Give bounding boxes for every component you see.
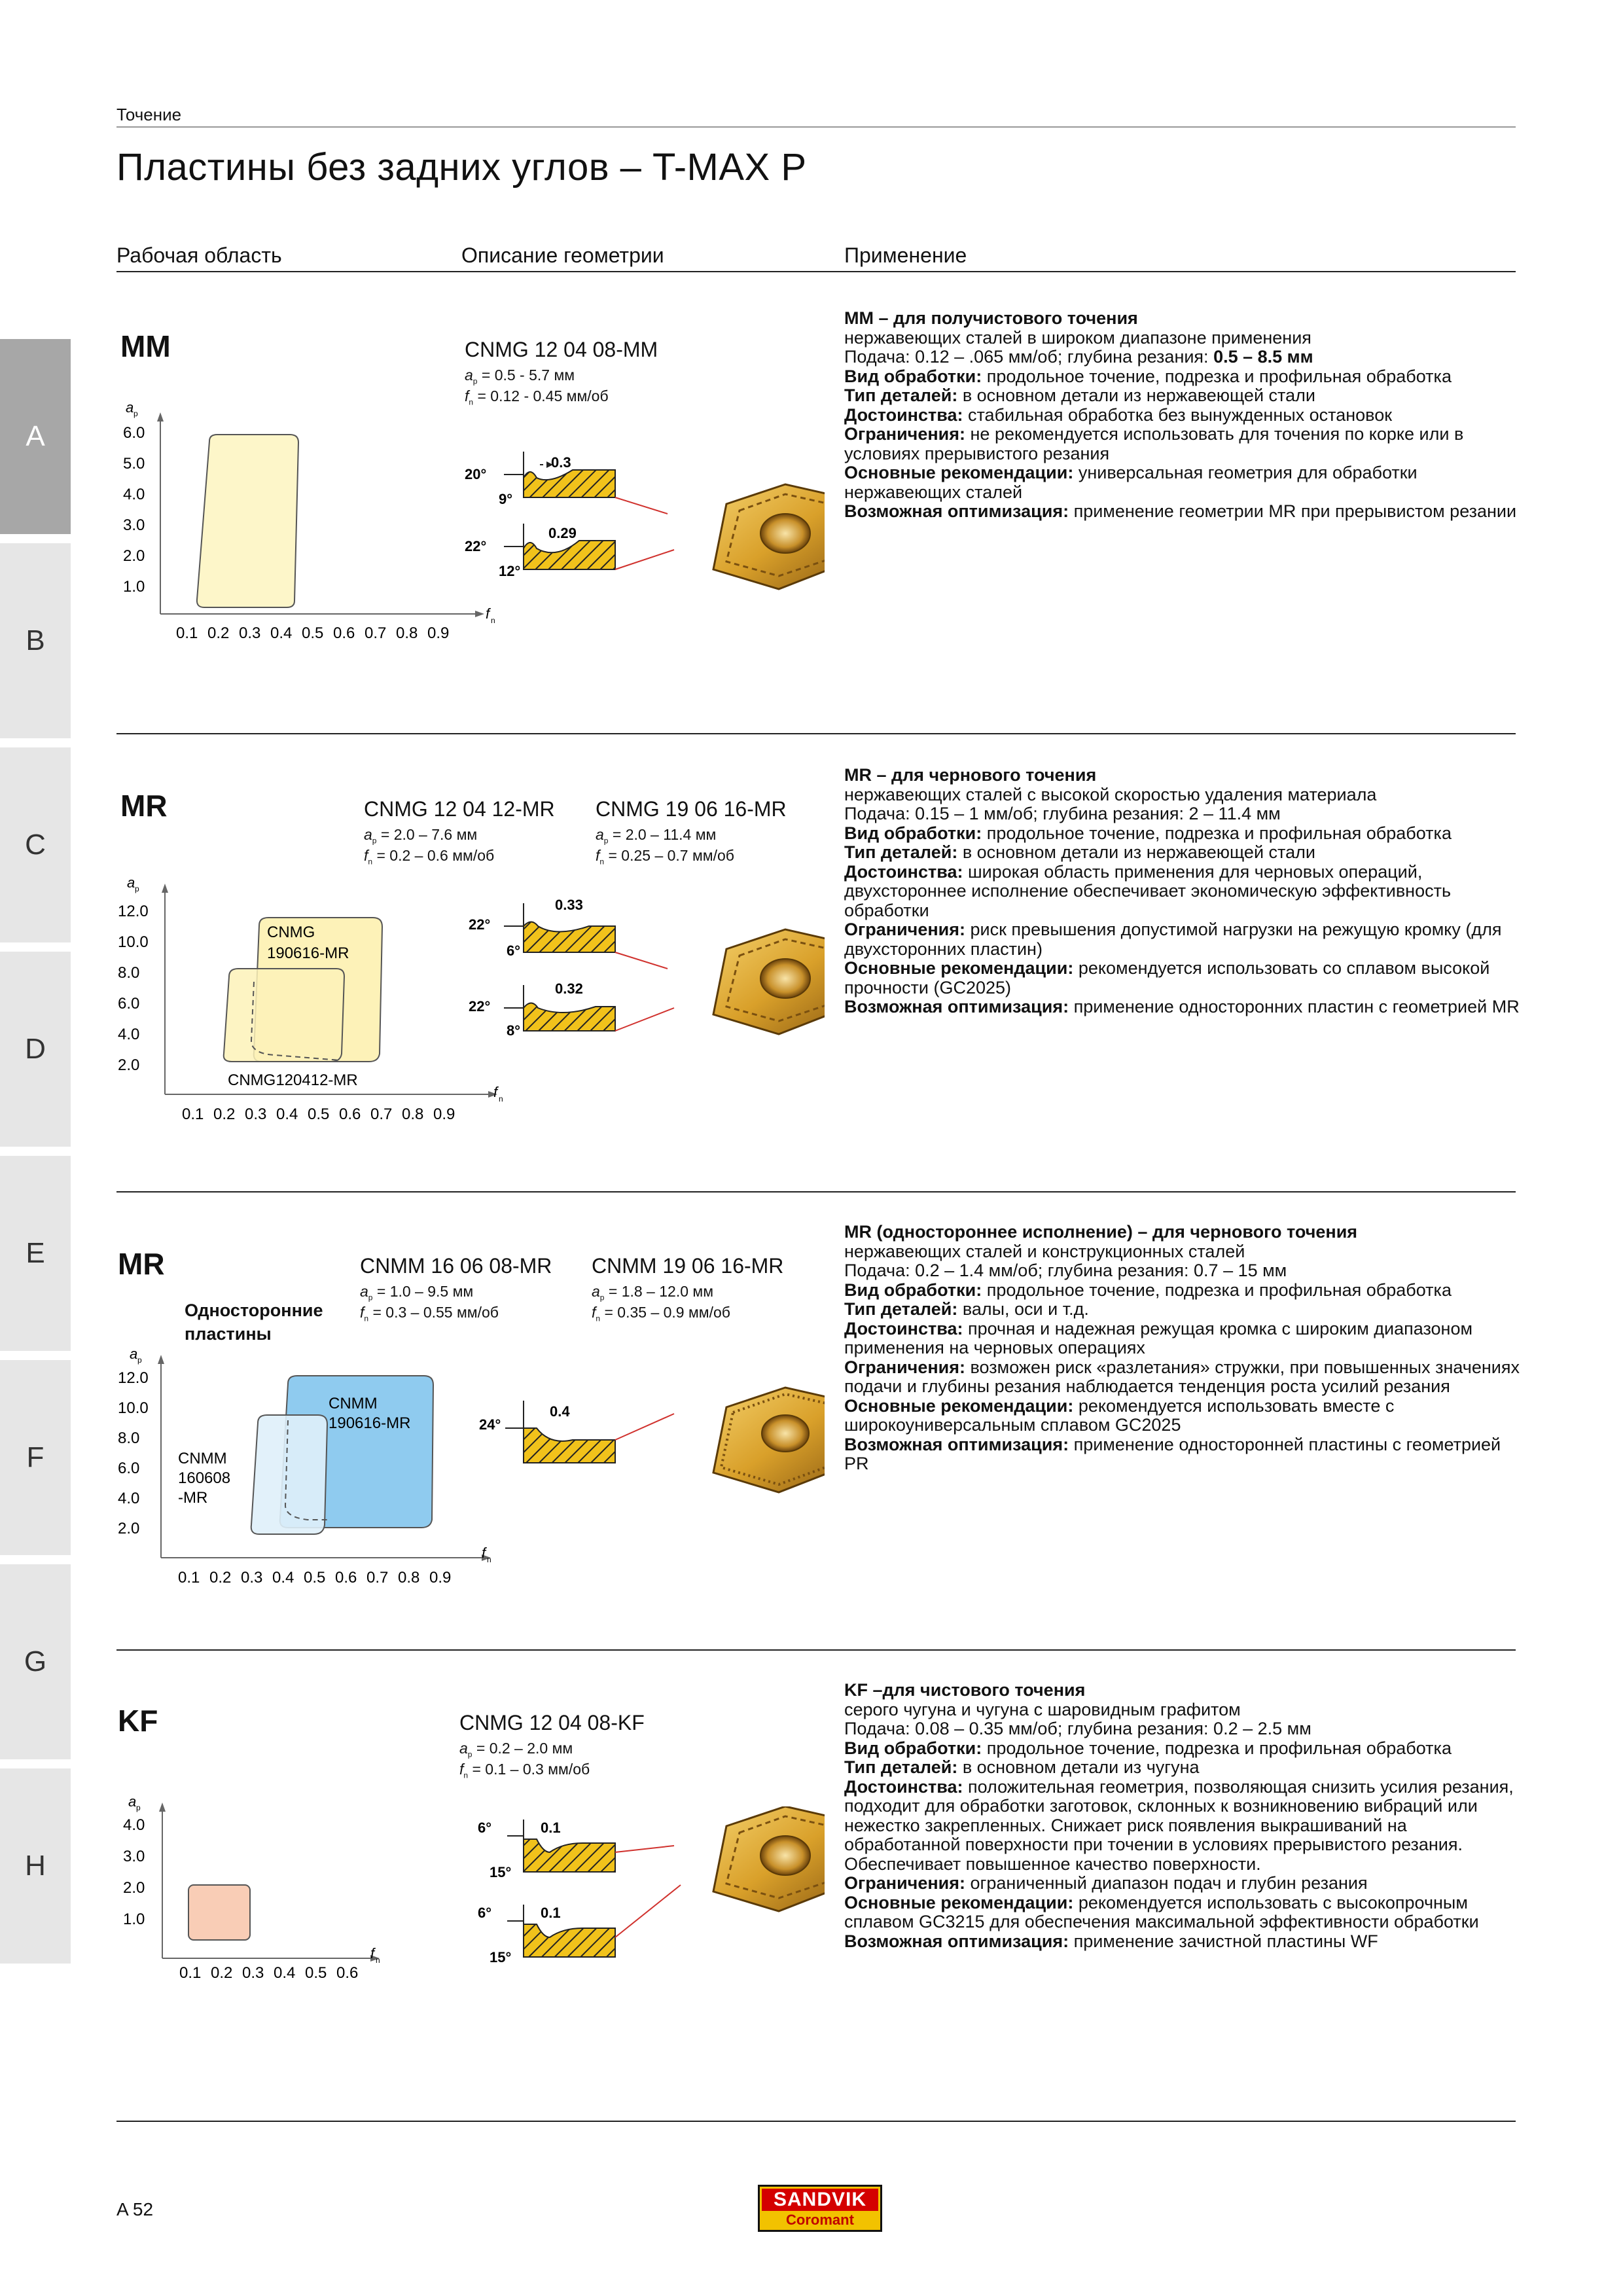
app-title: KF –для чистового точения <box>844 1680 1086 1700</box>
edge-profile-2 <box>524 541 615 569</box>
tab-f[interactable]: F <box>0 1360 71 1559</box>
x-tick: 0.8 <box>396 624 418 642</box>
app-title: MM – для получистового точения <box>844 308 1138 328</box>
geometry-code: MR <box>120 789 168 823</box>
x-tick: 0.6 <box>335 1569 357 1587</box>
x-tick: 0.4 <box>276 1105 298 1123</box>
section-divider <box>116 733 1516 734</box>
work-area-kf <box>188 1885 250 1940</box>
insert-image <box>713 484 825 589</box>
app-recommendations: Основные рекомендации: рекомендуется использовать вместе с широкоуниверсальным сплавом GC2025 <box>844 1395 1395 1435</box>
x-tick: 0.9 <box>427 624 450 642</box>
app-parts: Тип деталей: в основном детали из нержавеющей стали <box>844 842 1315 862</box>
insert-ap: $a_p = 0.2 - 2.0$ мм <box>459 1740 573 1759</box>
page-title: Пластины без задних углов – T-MAX P <box>116 146 807 188</box>
app-optimization: Возможная оптимизация: применение односторонних пластин с геометрией MR <box>844 997 1520 1016</box>
land-width-label: 0.29 <box>548 525 577 541</box>
edge-profiles <box>458 439 825 602</box>
area-label: 160608 <box>178 1469 231 1487</box>
insert-name: CNMG 19 06 16-MR <box>596 797 787 821</box>
edge-profile-2 <box>524 1924 615 1957</box>
y-tick: 1.0 <box>123 1910 145 1928</box>
x-tick: 0.2 <box>207 624 230 642</box>
logo-line-2: Coromant <box>786 2212 854 2228</box>
y-tick: 10.0 <box>118 933 149 951</box>
edge-profile-1 <box>524 922 615 953</box>
insert-ap: $a_p = 2.0 - 7.6$ мм <box>364 826 478 846</box>
insert-name: CNMM 16 06 08-MR <box>360 1254 552 1278</box>
x-tick: 0.1 <box>178 1569 200 1587</box>
app-operation: Вид обработки: продольное точение, подрезка и профильная обработка <box>844 1738 1452 1758</box>
area-label: CNMM <box>329 1395 378 1412</box>
work-area-small <box>251 1415 327 1534</box>
app-title: MR (одностороннее исполнение) – для чернового точения <box>844 1222 1358 1242</box>
app-advantages: Достоинства: положительная геометрия, позволяющая снизить усилия резания, подходит для обработки заготовок, склонных к возникновению вибраций или нежестко закрепленных. Снижает риск появления выкрашиваний на обработанной поверхности при точении в условиях прерывистого резания. Обеспечивает повышенное качество поверхности. <box>844 1776 1514 1874</box>
app-limitations: Ограничения: возможен риск «разлетания» стружки, при повышенных значениях подачи и глубины резания наблюдается тенденция роста усилий резания <box>844 1357 1520 1396</box>
angle-label: 8° <box>507 1022 521 1039</box>
column-header-rule <box>116 271 1516 272</box>
y-axis-label: a <box>126 399 134 416</box>
insert-ap: $a_p = 2.0 - 11.4$ мм <box>596 826 717 846</box>
edge-profiles <box>458 1374 825 1518</box>
x-tick: 0.3 <box>239 624 261 642</box>
x-tick: 0.3 <box>245 1105 267 1123</box>
page-number: A 52 <box>116 2199 154 2219</box>
application-text <box>844 309 1525 522</box>
header-rule <box>116 126 1516 128</box>
edge-profiles <box>458 1806 825 1977</box>
angle-label: 15° <box>490 1864 512 1880</box>
section-divider <box>116 2121 1516 2122</box>
work-area-small <box>224 969 344 1062</box>
angle-label: 22° <box>469 998 491 1014</box>
land-width-label: 0.3 <box>551 454 571 471</box>
x-tick: 0.2 <box>209 1569 232 1587</box>
app-feed: Подача: 0.08 – 0.35 мм/об; глубина резания: 0.2 – 2.5 мм <box>844 1719 1311 1738</box>
y-tick: 2.0 <box>118 1056 140 1074</box>
edge-profiles <box>458 890 825 1060</box>
y-tick: 6.0 <box>123 424 145 442</box>
angle-label: 15° <box>490 1949 512 1965</box>
app-line: нержавеющих сталей с высокой скоростью удаления материала <box>844 784 1377 804</box>
app-parts: Тип деталей: в основном детали из чугуна <box>844 1757 1200 1777</box>
app-feed: Подача: 0.15 – 1 мм/об; глубина резания: 2 – 11.4 мм <box>844 804 1281 823</box>
y-tick: 12.0 <box>118 1369 149 1387</box>
insert-name: CNMG 12 04 08-MM <box>465 338 658 361</box>
area-label: -MR <box>178 1489 208 1507</box>
angle-label: 20° <box>465 466 487 482</box>
tab-e[interactable]: E <box>0 1156 71 1355</box>
x-tick: 0.7 <box>365 624 387 642</box>
x-axis-label: f <box>493 1084 498 1100</box>
logo-line-1: SANDVIK <box>762 2189 878 2211</box>
section-divider <box>116 1191 1516 1193</box>
work-area-chart <box>111 1787 425 1996</box>
app-optimization: Возможная оптимизация: применение геометрии MR при прерывистом резании <box>844 501 1517 521</box>
section-label: Точение <box>116 105 182 124</box>
column-header-workarea: Рабочая область <box>116 243 282 267</box>
tab-d[interactable]: D <box>0 952 71 1151</box>
x-axis-sub: n <box>487 1555 491 1564</box>
y-axis-label: a <box>128 1793 137 1810</box>
x-tick: 0.6 <box>336 1964 359 1982</box>
x-tick: 0.7 <box>370 1105 393 1123</box>
insert-ap: $a_p = 0.5 - 5.7$ мм <box>465 367 575 386</box>
x-tick: 0.5 <box>308 1105 330 1123</box>
app-line: нержавеющих сталей в широком диапазоне применения <box>844 327 1311 348</box>
land-width-label: 0.32 <box>555 980 583 997</box>
app-recommendations: Основные рекомендации: универсальная геометрия для обработки нержавеющих сталей <box>844 463 1418 502</box>
area-label: CNMG120412-MR <box>228 1071 358 1089</box>
y-tick: 6.0 <box>118 1460 140 1477</box>
app-parts: Тип деталей: в основном детали из нержавеющей стали <box>844 386 1315 405</box>
x-axis-sub: n <box>491 616 495 625</box>
insert-image <box>713 1806 825 1911</box>
insert-fn: $f_n = 0.25 - 0.7$ мм/об <box>596 847 734 867</box>
x-tick: 0.9 <box>429 1569 452 1587</box>
x-axis-label: f <box>370 1945 375 1962</box>
tab-a[interactable]: A <box>0 339 71 538</box>
land-width-label: 0.1 <box>541 1820 561 1836</box>
y-axis-sub: p <box>135 884 139 893</box>
insert-name: CNMM 19 06 16-MR <box>592 1254 784 1278</box>
y-tick: 4.0 <box>118 1026 140 1043</box>
app-operation: Вид обработки: продольное точение, подрезка и профильная обработка <box>844 1280 1452 1300</box>
geometry-code: MM <box>120 329 171 363</box>
app-optimization: Возможная оптимизация: применение односторонней пластины с геометрией PR <box>844 1434 1501 1473</box>
x-tick: 0.4 <box>272 1569 294 1587</box>
y-tick: 4.0 <box>118 1490 140 1507</box>
y-tick: 8.0 <box>118 964 140 982</box>
edge-profile-1 <box>524 470 615 497</box>
insert-fn: $f_n = 0.2 - 0.6$ мм/об <box>364 847 495 867</box>
tab-c[interactable]: C <box>0 747 71 946</box>
app-feed: Подача: 0.12 – .065 мм/об; глубина резания: 0.5 – 8.5 мм <box>844 347 1313 367</box>
angle-label: 6° <box>478 1905 492 1921</box>
x-tick: 0.5 <box>302 624 324 642</box>
application-text <box>844 766 1525 1017</box>
work-area-mm <box>197 435 298 607</box>
y-axis-label: a <box>127 874 135 891</box>
x-tick: 0.1 <box>179 1964 202 1982</box>
tab-h[interactable]: H <box>0 1768 71 1967</box>
app-limitations: Ограничения: риск превышения допустимой нагрузки на режущую кромку (для двухсторонних пластин) <box>844 920 1502 959</box>
work-area-chart <box>111 393 504 655</box>
sandvik-logo <box>758 2185 882 2232</box>
x-tick: 0.5 <box>305 1964 327 1982</box>
angle-label: 6° <box>507 942 521 959</box>
area-label: CNMG <box>267 924 315 941</box>
angle-label: 9° <box>499 491 513 507</box>
app-feed: Подача: 0.2 – 1.4 мм/об; глубина резания: 0.7 – 15 мм <box>844 1261 1287 1280</box>
column-header-application: Применение <box>844 243 967 267</box>
x-tick: 0.3 <box>242 1964 264 1982</box>
x-tick: 0.5 <box>304 1569 326 1587</box>
y-tick: 12.0 <box>118 903 149 920</box>
land-width-label: 0.4 <box>550 1403 570 1420</box>
app-optimization: Возможная оптимизация: применение зачистной пластины WF <box>844 1931 1378 1951</box>
geometry-code: KF <box>118 1704 158 1738</box>
x-tick: 0.4 <box>270 624 293 642</box>
angle-label: 6° <box>478 1820 492 1836</box>
application-text <box>844 1681 1525 1951</box>
insert-name: CNMG 12 04 12-MR <box>364 797 555 821</box>
y-axis-label: a <box>130 1346 138 1362</box>
x-tick: 0.7 <box>366 1569 389 1587</box>
x-axis-label: f <box>486 605 490 622</box>
app-line: нержавеющих сталей и конструкционных сталей <box>844 1241 1245 1261</box>
x-axis-sub: n <box>376 1956 380 1965</box>
area-label: 190616-MR <box>329 1414 411 1432</box>
y-tick: 4.0 <box>123 486 145 503</box>
insert-fn: $f_n = 0.35 - 0.9$ мм/об <box>592 1304 730 1323</box>
angle-label: 22° <box>465 538 487 554</box>
y-tick: 1.0 <box>123 578 145 596</box>
insert-image <box>713 1388 825 1492</box>
app-recommendations: Основные рекомендации: рекомендуется использовать со сплавом высокой прочности (GC2025) <box>844 958 1490 997</box>
insert-ap: $a_p = 1.0 - 9.5$ мм <box>360 1283 474 1302</box>
x-tick: 0.2 <box>213 1105 236 1123</box>
app-advantages: Достоинства: прочная и надежная режущая кромка с широким диапазоном применения на черновых операциях <box>844 1318 1473 1357</box>
area-label: CNMM <box>178 1450 227 1467</box>
work-area-chart <box>111 1335 517 1597</box>
app-title: MR – для чернового точения <box>844 765 1097 785</box>
x-tick: 0.8 <box>402 1105 424 1123</box>
y-tick: 10.0 <box>118 1399 149 1417</box>
y-tick: 8.0 <box>118 1429 140 1447</box>
single-sided-label: Односторонние пластины <box>185 1300 323 1344</box>
y-axis-sub: p <box>136 1803 141 1812</box>
angle-label: 12° <box>499 563 521 579</box>
land-width-label: 0.1 <box>541 1905 561 1921</box>
y-tick: 3.0 <box>123 516 145 534</box>
y-tick: 5.0 <box>123 455 145 473</box>
app-operation: Вид обработки: продольное точение, подрезка и профильная обработка <box>844 366 1452 386</box>
angle-label: 24° <box>479 1416 501 1433</box>
x-tick: 0.6 <box>333 624 355 642</box>
x-tick: 0.1 <box>176 624 198 642</box>
x-tick: 0.1 <box>182 1105 204 1123</box>
edge-profile-1 <box>524 1428 615 1463</box>
x-tick: 0.3 <box>241 1569 263 1587</box>
x-tick: 0.4 <box>274 1964 296 1982</box>
section-divider <box>116 1649 1516 1651</box>
y-tick: 6.0 <box>118 995 140 1013</box>
area-label: 190616-MR <box>267 944 349 962</box>
edge-profile-1 <box>524 1839 615 1872</box>
x-tick: 0.2 <box>211 1964 233 1982</box>
angle-label: 22° <box>469 916 491 933</box>
tab-g[interactable]: G <box>0 1564 71 1763</box>
insert-ap: $a_p = 1.8 - 12.0$ мм <box>592 1283 714 1302</box>
app-operation: Вид обработки: продольное точение, подрезка и профильная обработка <box>844 823 1452 843</box>
app-line: серого чугуна и чугуна с шаровидным графитом <box>844 1699 1241 1719</box>
edge-profile-2 <box>524 1003 615 1031</box>
column-header-geometry: Описание геометрии <box>461 243 664 267</box>
y-axis-sub: p <box>134 409 138 418</box>
app-advantages: Достоинства: широкая область применения для черновых операций, двухстороннее исполнение обеспечивает экономическую эффективность обработки <box>844 861 1452 920</box>
insert-name: CNMG 12 04 08-KF <box>459 1711 645 1734</box>
y-axis-sub: p <box>137 1355 142 1365</box>
x-axis-sub: n <box>499 1094 503 1103</box>
app-limitations: Ограничения: ограниченный диапазон подач и глубин резания <box>844 1873 1368 1893</box>
application-text <box>844 1223 1525 1474</box>
y-tick: 3.0 <box>123 1848 145 1865</box>
x-tick: 0.8 <box>398 1569 420 1587</box>
app-parts: Тип деталей: валы, оси и т.д. <box>844 1299 1089 1319</box>
insert-fn: $f_n = 0.3 - 0.55$ мм/об <box>360 1304 499 1323</box>
app-limitations: Ограничения: не рекомендуется использовать для точения по корке или в условиях прерывистого резания <box>844 424 1464 463</box>
x-tick: 0.9 <box>433 1105 455 1123</box>
insert-image <box>713 929 825 1034</box>
tab-b[interactable]: B <box>0 543 71 742</box>
geometry-code: MR <box>118 1247 165 1281</box>
app-recommendations: Основные рекомендации: рекомендуется использовать с высокопрочным сплавом GC3215 для обеспечения максимальной эффективности обработки <box>844 1892 1479 1931</box>
work-area-chart <box>111 864 517 1126</box>
x-tick: 0.6 <box>339 1105 361 1123</box>
y-tick: 2.0 <box>123 1879 145 1897</box>
insert-fn: $f_n = 0.12 - 0.45$ мм/об <box>465 387 609 407</box>
y-tick: 2.0 <box>118 1520 140 1537</box>
land-width-label: 0.33 <box>555 897 583 913</box>
x-axis-label: f <box>482 1545 486 1561</box>
insert-fn: $f_n = 0.1 - 0.3$ мм/об <box>459 1761 590 1780</box>
y-tick: 2.0 <box>123 547 145 565</box>
y-tick: 4.0 <box>123 1816 145 1834</box>
app-advantages: Достоинства: стабильная обработка без вынужденных остановок <box>844 404 1393 425</box>
